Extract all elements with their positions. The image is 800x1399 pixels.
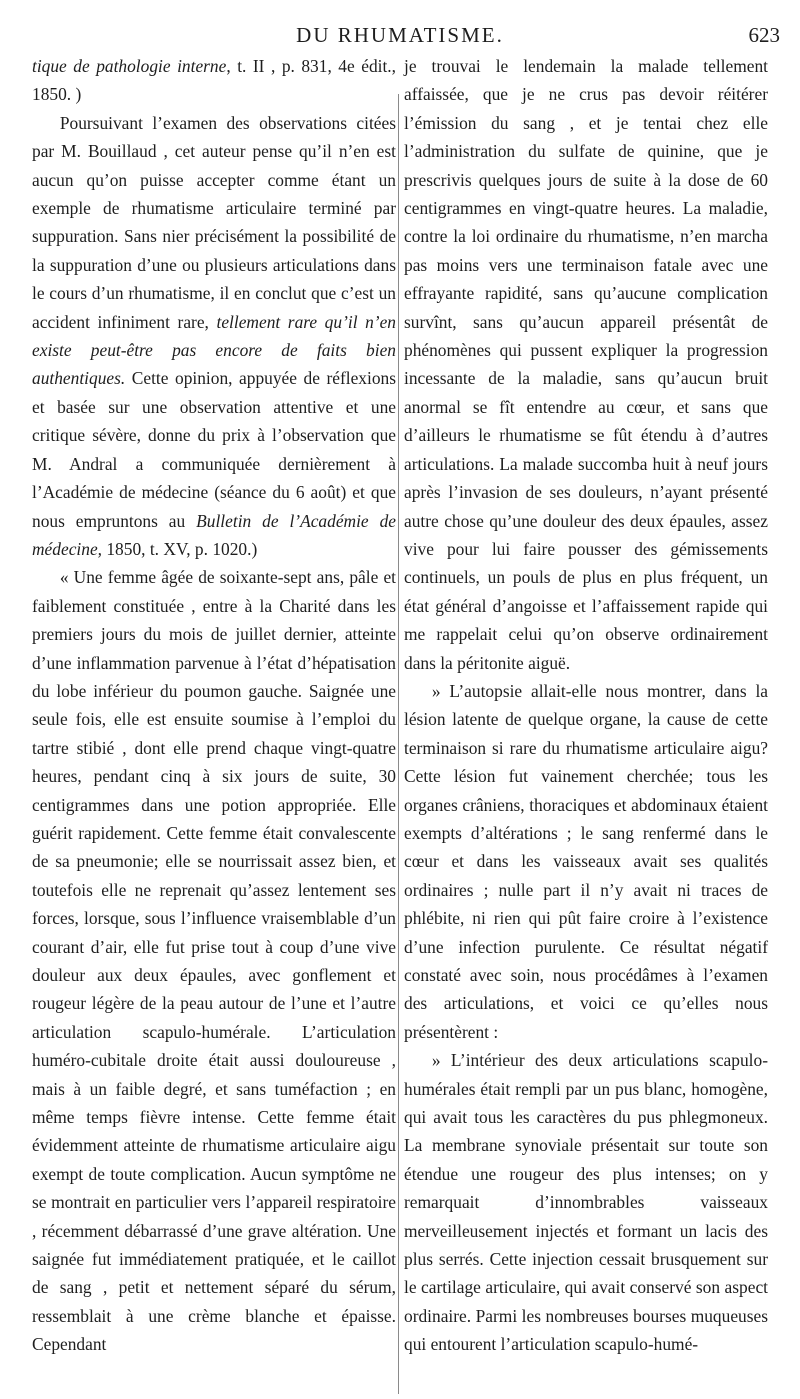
page-number: 623 <box>748 23 780 47</box>
right-column <box>404 52 768 1359</box>
commentary-text-b: Cette opinion, appuyée de réflexions et basée sur une observation attentive et une critique sévère, donne du prix à l’observation que M. Andral a communiquée dernièrement à l’Académie de médecine (séance du 6 août) et que nous empruntons au <box>32 368 396 531</box>
paragraph-commentary <box>32 109 396 564</box>
running-title: DU RHUMATISME. <box>296 23 504 47</box>
commentary-text-c: 1850, t. XV, p. 1020.) <box>102 538 258 559</box>
paragraph-case-continued: je trouvai le lendemain la malade tellement affaissée, que je ne crus pas devoir réitérer l’émission du sang , et je tentai chez elle l’administration du sulfate de quinine, que je prescrivis quelques jours de suite à la dose de 60 centigrammes en vingt-quatre heures. La maladie, contre la loi ordinaire du rhumatisme, n’en marcha pas moins vers une terminaison fatale avec une effrayante rapidité, sans qu’aucune complication survînt, sans qu’aucun appareil présentât de phénomènes qui pussent expliquer la progression incessante de la maladie, sans qu’aucun bruit anormal se fît entendre au cœur, et sans que d’ailleurs le rhumatisme se fût étendu à d’autres articulations. La malade succomba huit à neuf jours après l’invasion de ses douleurs, n’ayant présenté autre chose qu’une douleur des deux épaules, assez vive pour lui faire pousser des gémissements continuels, un pouls de plus en plus fréquent, un état général d’angoisse et l’affaissement rapide qui me rappelait celui qu’on observe ordinairement dans la péritonite aiguë. <box>404 56 768 673</box>
citation-details: , t. II , p. 831, 4e édit., 1850. ) <box>32 56 396 105</box>
paragraph-articulations: » L’intérieur des deux articulations scapulo-humérales était rempli par un pus blanc, homogène, qui avait tous les caractères du pus phlegmoneux. La membrane synoviale présentait sur toute son étendue une rougeur des plus intenses; on y remarquait d’innombrables vaisseaux merveilleusement injectés et formant un lacis des plus serrés. Cette injection cessait brusquement sur le cartilage articulaire, qui avait conservé son aspect ordinaire. Parmi les nombreuses bourses muqueuses qui entourent l’articulation scapulo-humé- <box>404 1050 768 1355</box>
italic-bulletin: Bulletin de l’Académie de médecine, <box>32 510 396 559</box>
commentary-text-a: Poursuivant l’examen des observations citées par M. Bouillaud , cet auteur pense qu’il n’en est aucun qu’on puisse accepter comme étant un exemple de rhumatisme articulaire terminé par suppuration. Sans nier précisément la possibilité de la suppuration d’une ou plusieurs articulations dans le cours d’un rhumatisme, il en conclut que c’est un accident infiniment rare, <box>32 112 396 332</box>
column-divider <box>398 94 399 1394</box>
italic-quote: tellement rare qu’il n’en existe peut-être pas encore de faits bien authentiques. <box>32 311 396 389</box>
paragraph-autopsy: » L’autopsie allait-elle nous montrer, dans la lésion latente de quelque organe, la cause de cette terminaison si rare du rhumatisme articulaire aigu? Cette lésion fut vainement cherchée; tous les organes crâniens, thoraciques et abdominaux étaient exempts d’altérations ; le sang renfermé dans le cœur et dans les vaisseaux avait ses qualités ordinaires ; nulle part il n’y avait ni traces de phlébite, ni rien qui pût faire croire à l’existence d’une infection purulente. Ce résultat négatif constaté avec soin, nous procédâmes à l’examen des articulations, et voici ce qu’elles nous présentèrent : <box>404 680 768 1042</box>
italic-title: tique de pathologie interne <box>32 56 227 76</box>
paragraph-citation-end <box>32 52 396 109</box>
paragraph-case-report: « Une femme âgée de soixante-sept ans, pâle et faiblement constituée , entre à la Charité dans les premiers jours du mois de juillet dernier, atteinte d’une inflammation parvenue à l’état d’hépatisation du lobe inférieur du poumon gauche. Saignée une seule fois, elle est ensuite soumise à l’emploi du tartre stibié , dont elle prend chaque vingt-quatre heures, pendant cinq à six jours de suite, 30 centigrammes dans une potion appropriée. Elle guérit rapidement. Cette femme était convalescente de sa pneumonie; elle se nourrissait assez bien, et toutefois elle ne reprenait qu’assez lentement ses forces, lorsque, sous l’influence vraisemblable d’un courant d’air, elle fut prise tout à coup d’une vive douleur aux deux épaules, avec gonflement et rougeur légère de la peau autour de l’une et l’autre articulation scapulo-humérale. L’articulation huméro-cubitale droite était aussi douloureuse , mais à un faible degré, et sans tuméfaction ; en même temps fièvre intense. Cette femme était évidemment atteinte de rhumatisme articulaire aigu exempt de toute complication. Aucun symptôme ne se montrait en particulier vers l’appareil respiratoire , récemment débarrassé d’une grave altération. Une saignée fut immédiatement pratiquée, et le caillot de sang , petit et nettement séparé du sérum, ressemblait à une crème blanche et épaisse. Cependant <box>32 567 396 1355</box>
left-column <box>32 52 396 1359</box>
